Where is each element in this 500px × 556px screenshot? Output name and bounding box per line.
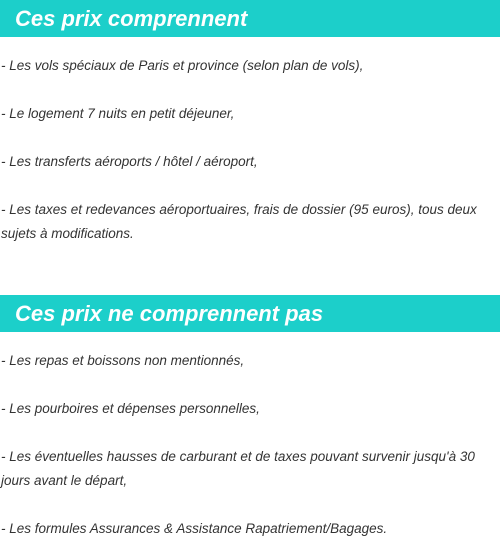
included-item: - Les taxes et redevances aéroportuaires, frais de dossier (95 euros), tous deux sujets à modifications. <box>1 202 477 241</box>
excluded-section <box>0 295 500 541</box>
included-item: - Les vols spéciaux de Paris et province (selon plan de vols), <box>1 58 364 73</box>
included-item: - Le logement 7 nuits en petit déjeuner, <box>1 106 235 121</box>
excluded-item: - Les éventuelles hausses de carburant et de taxes pouvant survenir jusqu'à 30 jours avant le départ, <box>1 449 475 488</box>
included-item: - Les transferts aéroports / hôtel / aéroport, <box>1 154 258 169</box>
excluded-item: - Les pourboires et dépenses personnelles, <box>1 401 260 416</box>
included-section <box>0 0 500 246</box>
excluded-item: - Les repas et boissons non mentionnés, <box>1 353 245 368</box>
included-header: Ces prix comprennent <box>0 0 500 37</box>
excluded-list <box>0 349 500 541</box>
excluded-item: - Les formules Assurances & Assistance Rapatriement/Bagages. <box>1 521 388 536</box>
included-list <box>0 54 500 246</box>
excluded-header: Ces prix ne comprennent pas <box>0 295 500 332</box>
